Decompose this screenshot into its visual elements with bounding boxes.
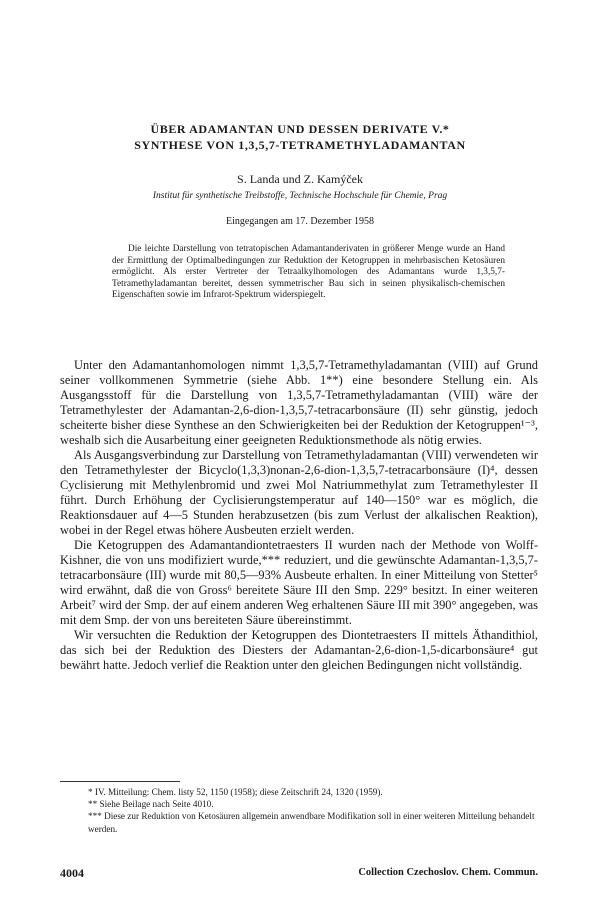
body-paragraph-3: Die Ketogruppen des Adamantandiontetraesters II wurden nach der Methode von Wolff-Kishner, die von uns modifiziert wurde,*** reduziert, und die gewünschte Adamantan-1,3,5,7-tetracarbonsäure (III) wurde mit 80,5—93% Ausbeute erhalten. In einer Mitteilung von Stetter⁵ wird erwähnt, daß die von Gross⁶ bereitete Säure III den Smp. 229° besitzt. In einer weiteren Arbeit⁷ wird der Smp. der auf einem anderen Weg erhaltenen Säure III mit 390° angegeben, was mit dem Smp. der von uns bereiteten Säure übereinstimmt. [60,538,538,627]
abstract: Die leichte Darstellung von tetratopischen Adamantanderivaten in größerer Menge wurde an Hand der Ermittlung der Optimalbedingungen zur Reduktion der Ketogruppen in mehrbasischen Ketosäuren ermöglicht. Als erster Vertreter der Tetraalkylhomologen des Adamantans wurde 1,3,5,7-Tetramethyladamantan bereitet, dessen symmetrischer Bau sich in seinen physikalisch-chemischen Eigenschaften sowie im Infrarot-Spektrum widerspiegelt. [112,244,505,301]
authors: S. Landa und Z. Kamýček [237,172,363,186]
body-paragraph-2: Als Ausgangsverbindung zur Darstellung von Tetramethyladamantan (VIII) verwendeten wir den Tetramethylester der Bicyclo(1,3,3)nonan-2,6-dion-1,3,5,7-tetracarbonsäure (I)⁴, dessen Cyclisierung mit Methylenbromid und zwei Mol Natriummethylat zum Tetramethylester II führt. Durch Erhöhung der Cyclisierungstemperatur auf 140—150° war es möglich, die Reaktionsdauer auf 4—5 Stunden herabzusetzen (bis zum Verlust der alkalischen Reaktion), wobei in der Regel etwas höhere Ausbeuten erzielt werden. [60,448,538,537]
footnotes [60,786,538,835]
footnote-3: *** Diese zur Reduktion von Ketosäuren allgemein anwendbare Modifikation soll in einer weiteren Mitteilung behandelt werden. [88,811,535,834]
page-number: 4004 [60,866,84,880]
institution: Institut für synthetische Treibstoffe, Technische Hochschule für Chemie, Prag [152,191,448,201]
journal-name: Collection Czechoslov. Chem. Commun. [358,867,538,878]
body-paragraph-4: Wir versuchten die Reduktion der Ketogruppen des Diontetraesters II mittels Äthandithiol, das sich bei der Reduktion des Diesters der Adamantan-2,6-dion-1,5-dicarbonsäure⁴ gut bewährt hatte. Jedoch verlief die Reaktion unter den gleichen Bedingungen nicht vollständig. [60,628,538,672]
footnote-divider [60,781,180,782]
article-title-line-1: ÜBER ADAMANTAN UND DESSEN DERIVATE V.* [150,122,450,136]
footnote-2: ** Siehe Beilage nach Seite 4010. [88,799,214,810]
received-date: Eingegangen am 17. Dezember 1958 [225,216,374,227]
footnote-1: * IV. Mitteilung: Chem. listy 52, 1150 (1958); diese Zeitschrift 24, 1320 (1959). [88,787,383,797]
article-title-line-2: SYNTHESE VON 1,3,5,7-TETRAMETHYLADAMANTAN [134,138,466,152]
article-body [60,358,538,673]
body-paragraph-1: Unter den Adamantanhomologen nimmt 1,3,5,7-Tetramethyladamantan (VIII) auf Grund seiner vollkommenen Symmetrie (siehe Abb. 1**) eine besondere Stellung ein. Als Ausgangsstoff für die Darstellung von 1,3,5,7-Tetramethyladamantan (VIII) wäre der Tetramethylester der Adamantan-2,6-dion-1,3,5,7-tetracarbonsäure (II) sehr günstig, jedoch scheiterte bisher diese Synthese an den Schwierigkeiten bei der Reduktion der Ketogruppen¹⁻³, weshalb sich die Ausarbeitung einer geeigneten Reduktionsmethode als nötig erwies. [60,358,538,447]
